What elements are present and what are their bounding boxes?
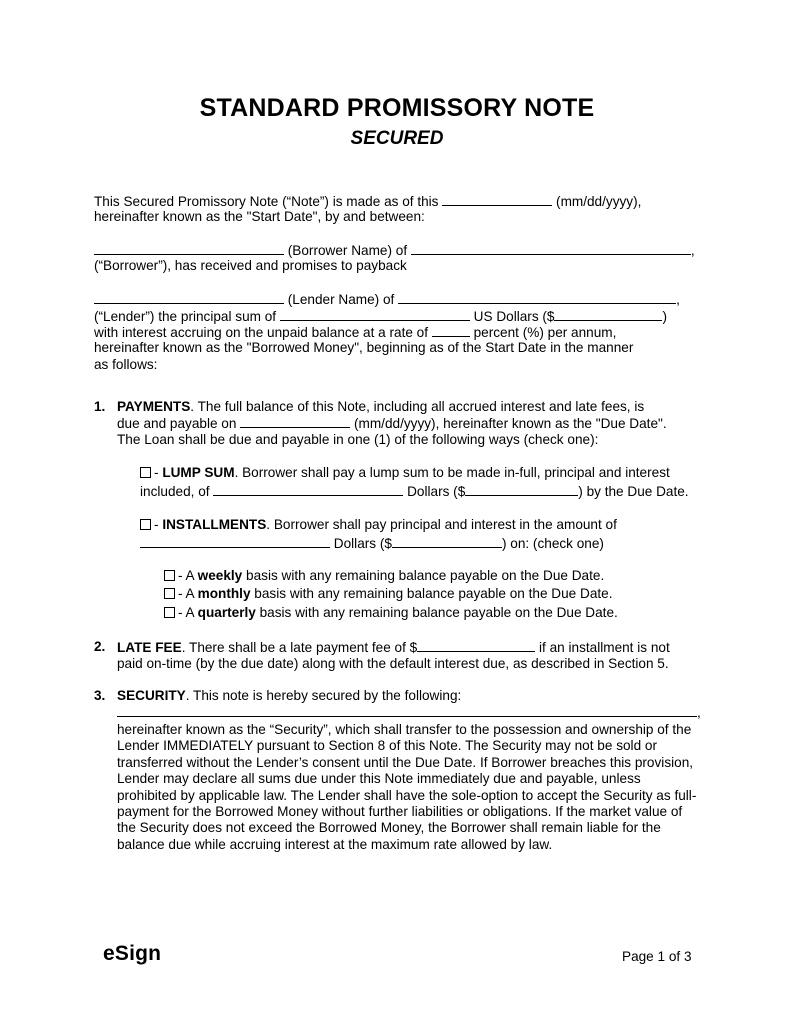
security-description-field[interactable] xyxy=(117,704,697,717)
security-description-line: , xyxy=(117,704,701,721)
section-2-number: 2. xyxy=(94,639,106,654)
section-3-heading: SECURITY xyxy=(117,688,186,703)
section-3-number: 3. xyxy=(94,688,106,703)
lump-sum-amount-field[interactable] xyxy=(465,483,578,496)
borrower-address-field[interactable] xyxy=(411,242,691,255)
option-weekly: - A weekly basis with any remaining balance payable on the Due Date. xyxy=(164,568,604,584)
late-fee-field[interactable] xyxy=(417,639,535,652)
lender-line-1: (Lender Name) of , xyxy=(94,291,680,308)
intro-line-2: hereinafter known as the "Start Date", by and between: xyxy=(94,209,425,224)
option-quarterly: - A quarterly basis with any remaining balance payable on the Due Date. xyxy=(164,605,618,621)
section-1-line-1: PAYMENTS. The full balance of this Note, including all accrued interest and late fees, is xyxy=(117,399,645,414)
section-3-line-1: SECURITY. This note is hereby secured by the following: xyxy=(117,688,462,703)
lender-line-4: hereinafter known as the "Borrowed Money", beginning as of the Start Date in the manner xyxy=(94,340,634,355)
installment-words-field[interactable] xyxy=(140,535,330,548)
due-date-field[interactable] xyxy=(240,415,350,428)
lender-line-5: as follows: xyxy=(94,357,158,372)
lender-line-2: (“Lender”) the principal sum of US Dollars ($ ) xyxy=(94,309,668,324)
lender-address-field[interactable] xyxy=(398,291,676,304)
section-1-number: 1. xyxy=(94,399,106,414)
installments-line-2: Dollars ($ ) on: (check one) xyxy=(140,535,604,552)
borrower-line-1: (Borrower Name) of , xyxy=(94,242,695,259)
intro-line-1: This Secured Promissory Note (“Note”) is made as of this (mm/dd/yyyy), xyxy=(94,194,642,209)
lump-sum-line-2: included, of Dollars ($ ) by the Due Date. xyxy=(140,484,689,499)
section-1-line-2: due and payable on (mm/dd/yyyy), hereinafter known as the "Due Date". xyxy=(117,416,667,431)
page-number: Page 1 of 3 xyxy=(622,949,692,964)
lump-sum-heading: LUMP SUM xyxy=(162,465,235,480)
section-2-line-1: LATE FEE. There shall be a late payment fee of $ if an installment is not xyxy=(117,640,670,655)
lump-sum-checkbox[interactable] xyxy=(140,467,151,478)
document-subtitle: SECURED xyxy=(350,128,444,149)
section-2-heading: LATE FEE xyxy=(117,640,182,655)
borrower-line-2: (“Borrower”), has received and promises to payback xyxy=(94,258,407,273)
section-2-line-2: paid on-time (by the due date) along with the default interest due, as described in Section 5. xyxy=(117,656,669,671)
option-monthly: - A monthly basis with any remaining balance payable on the Due Date. xyxy=(164,586,613,602)
document-title: STANDARD PROMISSORY NOTE xyxy=(199,94,595,122)
installments-line-1: - INSTALLMENTS. Borrower shall pay principal and interest in the amount of xyxy=(140,517,617,533)
security-body: hereinafter known as the “Security”, which shall transfer to the possession and ownership of the Lender IMMEDIATELY pursuant to Section 8 of this Note. The Security may not be sold or transferred without the Lender’s consent until the Due Date. If Borrower breaches this provision, Lender may declare all sums due under this Note immediately due and payable, unless prohibited by applicable law. The Lender shall have the sole-option to accept the Security as full-payment for the Borrowed Money without further liabilities or obligations. If the market value of the Security does not exceed the Borrowed Money, the Borrower shall remain liable for the balance due while accruing interest at the maximum rate allowed by law. xyxy=(117,722,697,852)
principal-amount-field[interactable] xyxy=(554,308,662,321)
lump-sum-words-field[interactable] xyxy=(213,483,403,496)
installment-amount-field[interactable] xyxy=(392,535,502,548)
start-date-field[interactable] xyxy=(442,193,552,206)
installments-heading: INSTALLMENTS xyxy=(162,517,267,532)
installments-checkbox[interactable] xyxy=(140,519,151,530)
weekly-checkbox[interactable] xyxy=(164,570,175,581)
principal-words-field[interactable] xyxy=(280,308,470,321)
lender-line-3: with interest accruing on the unpaid balance at a rate of percent (%) per annum, xyxy=(94,325,617,340)
section-1-heading: PAYMENTS xyxy=(117,399,191,414)
esign-logo: eSign xyxy=(103,942,162,965)
monthly-checkbox[interactable] xyxy=(164,588,175,599)
quarterly-checkbox[interactable] xyxy=(164,607,175,618)
lender-name-field[interactable] xyxy=(94,291,284,304)
lump-sum-line-1: - LUMP SUM. Borrower shall pay a lump sum to be made in-full, principal and interest xyxy=(140,465,670,481)
borrower-name-field[interactable] xyxy=(94,242,284,255)
section-1-line-3: The Loan shall be due and payable in one (1) of the following ways (check one): xyxy=(117,432,599,447)
interest-rate-field[interactable] xyxy=(432,324,470,337)
